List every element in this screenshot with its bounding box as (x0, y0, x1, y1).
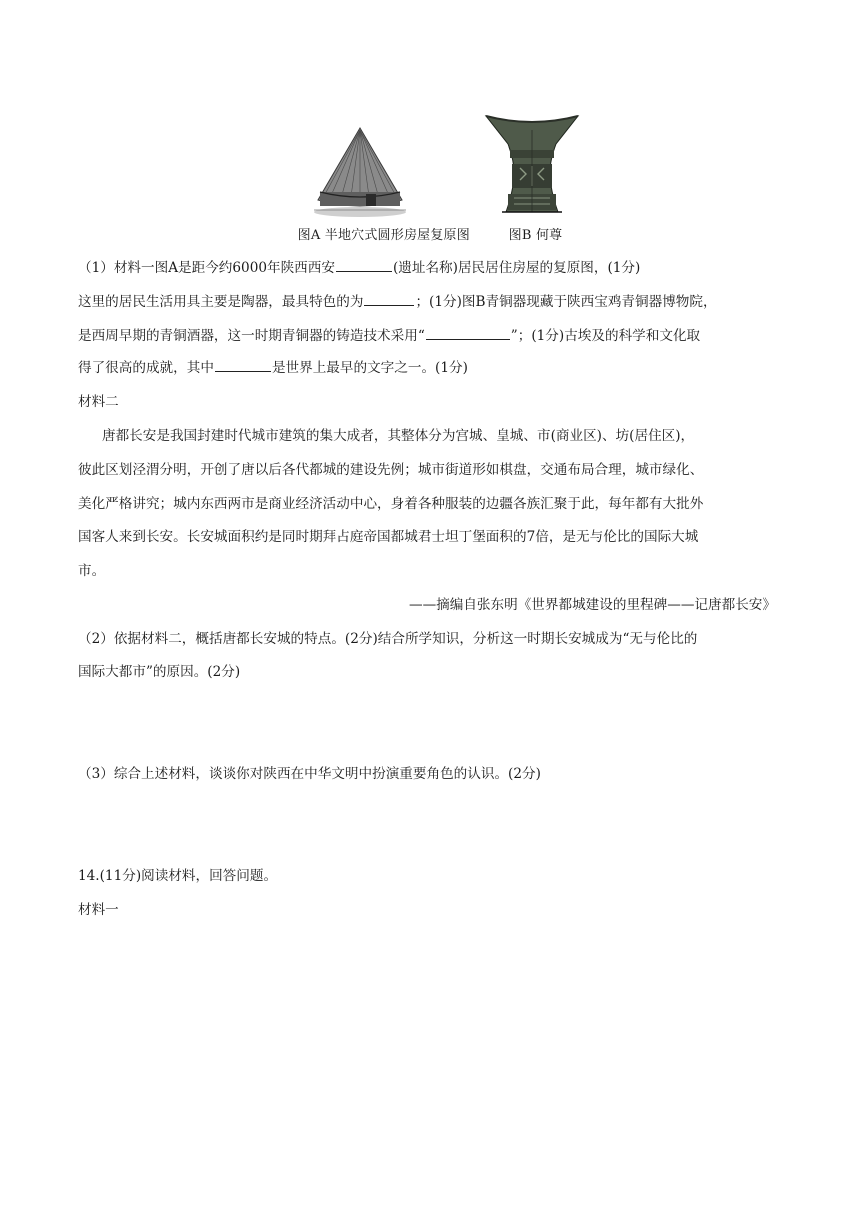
q1-line4: 得了很高的成就，其中 是世界上最早的文字之一。(1分) (78, 360, 468, 376)
q2-line2: 国际大都市”的原因。(2分) (78, 664, 241, 680)
q1-line1: （1）材料一图A是距今约6000年陕西西安 (遗址名称)居民居住房屋的复原图，(1分) (78, 260, 641, 276)
material2-line2: 彼此区划泾渭分明，开创了唐以后各代都城的建设先例；城市街道形如棋盘，交通布局合理，城市绿化、 (78, 462, 704, 478)
answer-blank-pottery (364, 293, 414, 306)
hut-illustration (310, 122, 410, 218)
material2-source: ——摘编自张东明《世界都城建设的里程碑——记唐都长安》 (408, 597, 776, 613)
q14-material1: 材料一 (78, 902, 119, 918)
bronze-vessel-illustration (484, 110, 580, 218)
answer-blank-script (215, 359, 271, 372)
q1-line2: 这里的居民生活用具主要是陶器，最具特色的为 ；(1分)图B青铜器现藏于陕西宝鸡青铜器博物院， (78, 294, 717, 310)
caption-b: 图B 何尊 (508, 228, 563, 243)
material2-line4: 国客人来到长安。长安城面积约是同时期拜占庭帝国都城君士坦丁堡面积的7倍，是无与伦比的国际大城 (78, 529, 699, 545)
q2-line1: （2）依据材料二，概括唐都长安城的特点。(2分)结合所学知识，分析这一时期长安城成为“无与伦比的 (78, 631, 698, 647)
caption-a: 图A 半地穴式圆形房屋复原图 (297, 228, 470, 243)
material2-line1: 唐都长安是我国封建时代城市建筑的集大成者，其整体分为宫城、皇城、市(商业区)、坊(居住区)， (102, 428, 695, 444)
q14-line1: 14.(11分)阅读材料，回答问题。 (78, 868, 278, 884)
material2-line5: 市。 (78, 563, 106, 579)
material2-line3: 美化严格讲究；城内东西两市是商业经济活动中心，身着各种服装的边疆各族汇聚于此，每年都有大批外 (78, 496, 704, 512)
figure-captions (0, 224, 860, 243)
material2-heading: 材料二 (78, 394, 119, 410)
answer-blank-technique (426, 327, 510, 340)
answer-blank-site (336, 259, 392, 272)
q1-line3: 是西周早期的青铜酒器，这一时期青铜器的铸造技术采用“ ”；(1分)古埃及的科学和文化取 (78, 328, 701, 344)
q3-line1: （3）综合上述材料，谈谈你对陕西在中华文明中扮演重要角色的认识。(2分) (78, 766, 541, 782)
